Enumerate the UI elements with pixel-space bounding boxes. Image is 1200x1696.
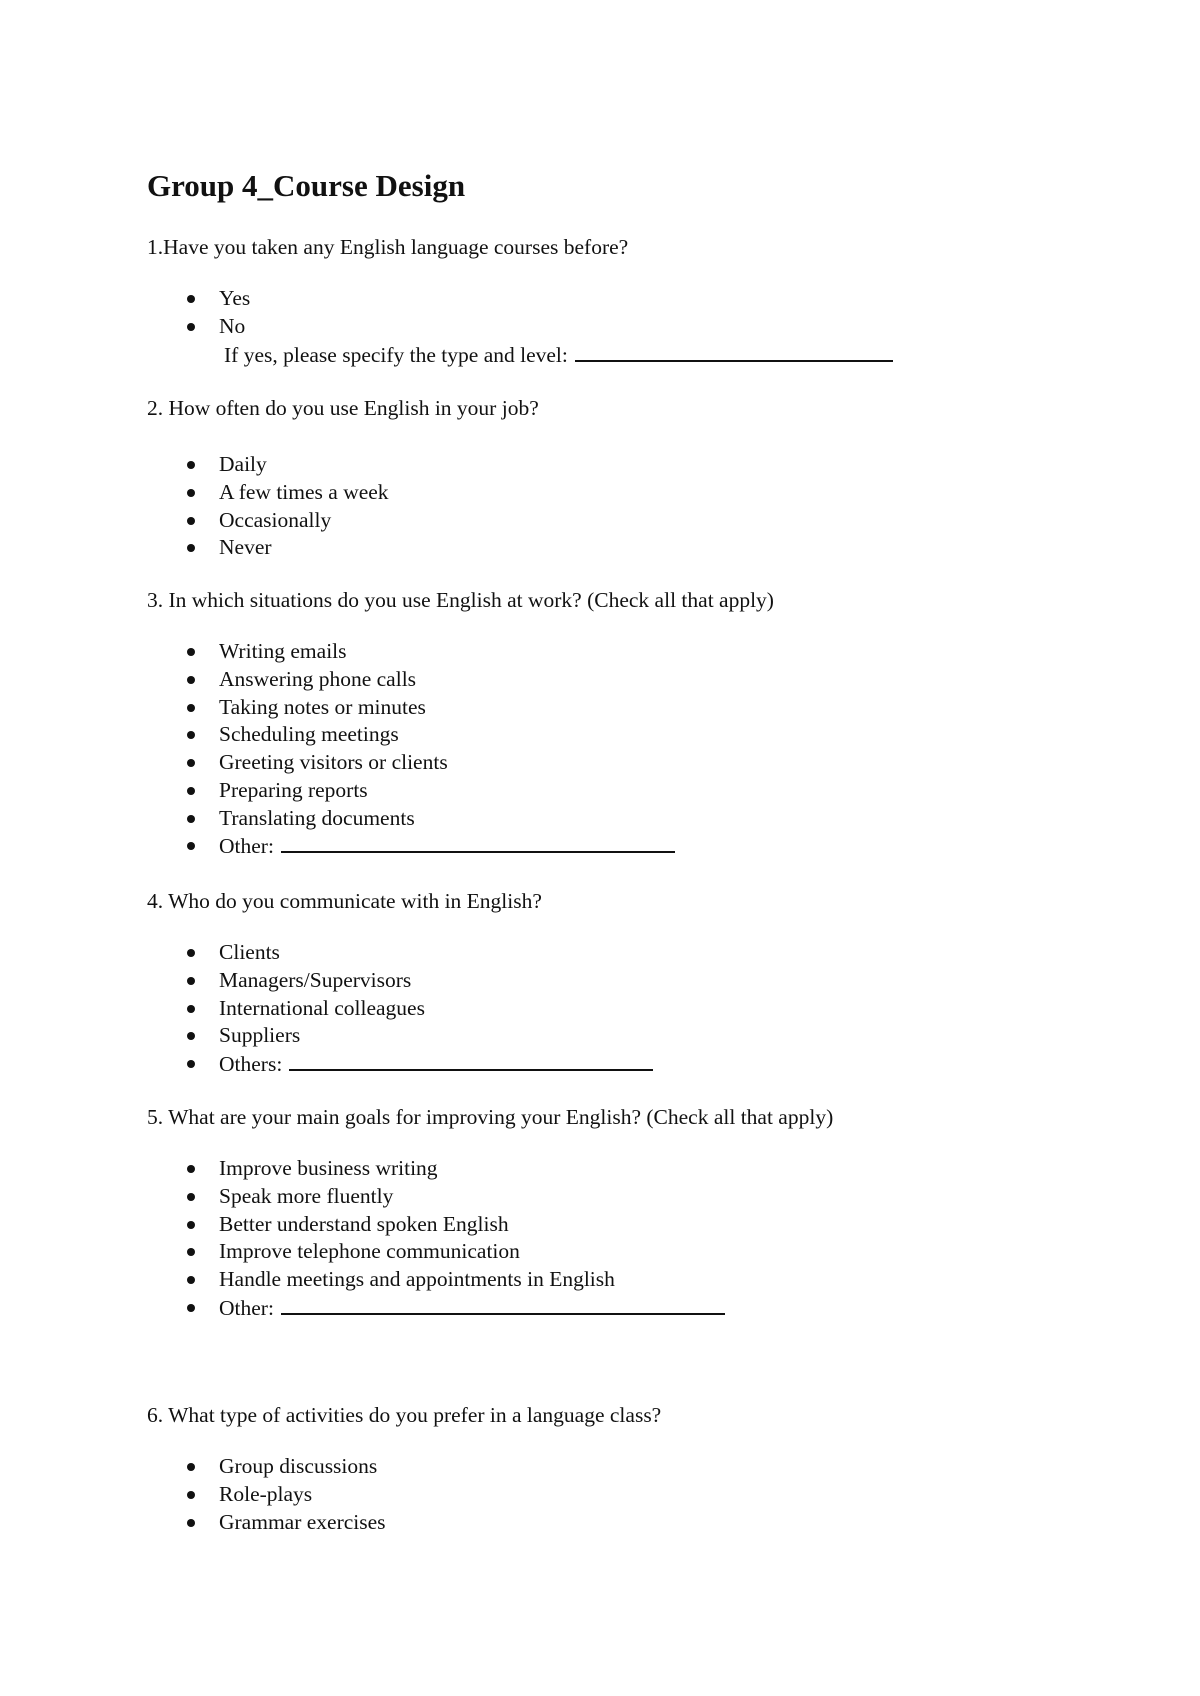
option-label: Managers/Supervisors bbox=[219, 967, 412, 992]
option-item[interactable] bbox=[0, 666, 675, 694]
option-item[interactable] bbox=[0, 694, 675, 722]
option-item[interactable] bbox=[0, 721, 675, 749]
option-label: Other: bbox=[219, 1295, 274, 1320]
question-4: 4. Who do you communicate with in English? bbox=[147, 889, 542, 913]
option-item[interactable] bbox=[0, 1211, 725, 1239]
answer-blank-field[interactable] bbox=[281, 832, 675, 853]
option-label: Greeting visitors or clients bbox=[219, 750, 448, 774]
option-item[interactable] bbox=[0, 939, 653, 967]
bullet-icon bbox=[187, 787, 195, 795]
option-label: Yes bbox=[219, 286, 251, 310]
option-label: Clients bbox=[219, 940, 280, 964]
option-item[interactable] bbox=[0, 507, 389, 535]
question-2-options bbox=[0, 451, 389, 562]
answer-blank-field[interactable] bbox=[289, 1050, 653, 1071]
answer-blank-field[interactable] bbox=[575, 341, 893, 362]
option-item[interactable] bbox=[0, 479, 389, 507]
question-5-options bbox=[0, 1155, 725, 1322]
option-label: Preparing reports bbox=[219, 777, 368, 802]
option-label: Group discussions bbox=[219, 1454, 378, 1478]
bullet-icon bbox=[187, 1519, 195, 1527]
bullet-icon bbox=[187, 815, 195, 823]
bullet-icon bbox=[187, 949, 195, 957]
bullet-icon bbox=[187, 1491, 195, 1499]
option-item[interactable] bbox=[0, 638, 675, 666]
page-title: Group 4_Course Design bbox=[147, 168, 466, 203]
option-item[interactable] bbox=[0, 285, 250, 313]
bullet-icon bbox=[187, 648, 195, 656]
bullet-icon bbox=[187, 544, 195, 552]
question-5: 5. What are your main goals for improving your English? (Check all that apply) bbox=[147, 1105, 834, 1129]
question-4-options bbox=[0, 939, 653, 1078]
bullet-icon bbox=[187, 731, 195, 739]
option-label: Daily bbox=[219, 452, 267, 476]
bullet-icon bbox=[187, 1060, 195, 1068]
option-item[interactable] bbox=[0, 777, 675, 805]
option-label: Answering phone calls bbox=[219, 666, 417, 691]
question-3-options bbox=[0, 638, 675, 860]
option-item[interactable] bbox=[0, 832, 675, 860]
bullet-icon bbox=[187, 1248, 195, 1256]
bullet-icon bbox=[187, 323, 195, 331]
option-item[interactable] bbox=[0, 1050, 653, 1078]
option-label: Speak more fluently bbox=[219, 1183, 394, 1208]
bullet-icon bbox=[187, 704, 195, 712]
question-1: 1.Have you taken any English language courses before? bbox=[147, 235, 629, 259]
option-label: Writing emails bbox=[219, 639, 347, 663]
bullet-icon bbox=[187, 1221, 195, 1229]
question-6-options bbox=[0, 1453, 386, 1536]
option-label: A few times a week bbox=[219, 479, 389, 504]
option-label: Handle meetings and appointments in English bbox=[219, 1267, 615, 1291]
question-2: 2. How often do you use English in your job? bbox=[147, 396, 539, 420]
option-label: Improve business writing bbox=[219, 1156, 438, 1180]
option-label: Grammar exercises bbox=[219, 1509, 386, 1534]
option-label: Suppliers bbox=[219, 1023, 301, 1048]
bullet-icon bbox=[187, 1304, 195, 1312]
option-label: Improve telephone communication bbox=[219, 1239, 520, 1264]
option-item[interactable] bbox=[0, 534, 389, 562]
question-1-options bbox=[0, 285, 250, 341]
bullet-icon bbox=[187, 842, 195, 850]
option-label: Role-plays bbox=[219, 1481, 313, 1506]
option-item[interactable] bbox=[0, 1266, 725, 1294]
bullet-icon bbox=[187, 1463, 195, 1471]
option-item[interactable] bbox=[0, 1453, 386, 1481]
question-1-followup bbox=[0, 341, 893, 369]
option-item[interactable] bbox=[0, 967, 653, 995]
option-label: Scheduling meetings bbox=[219, 722, 399, 747]
option-label: Never bbox=[219, 535, 272, 560]
question-6: 6. What type of activities do you prefer in a language class? bbox=[147, 1403, 662, 1427]
option-item[interactable] bbox=[0, 995, 653, 1023]
question-3: 3. In which situations do you use English at work? (Check all that apply) bbox=[147, 588, 774, 612]
option-item[interactable] bbox=[0, 1022, 653, 1050]
option-item[interactable] bbox=[0, 451, 389, 479]
option-label: Occasionally bbox=[219, 507, 332, 532]
bullet-icon bbox=[187, 1276, 195, 1284]
bullet-icon bbox=[187, 1032, 195, 1040]
option-item[interactable] bbox=[0, 805, 675, 833]
option-label: Better understand spoken English bbox=[219, 1211, 509, 1236]
option-item[interactable] bbox=[0, 1294, 725, 1322]
option-item[interactable] bbox=[0, 1238, 725, 1266]
bullet-icon bbox=[187, 1165, 195, 1173]
bullet-icon bbox=[187, 759, 195, 767]
followup-label: If yes, please specify the type and level: bbox=[224, 343, 568, 367]
option-item[interactable] bbox=[0, 1155, 725, 1183]
option-label: No bbox=[219, 313, 246, 338]
option-item[interactable] bbox=[0, 1481, 386, 1509]
bullet-icon bbox=[187, 461, 195, 469]
option-item[interactable] bbox=[0, 313, 250, 341]
option-item[interactable] bbox=[0, 1183, 725, 1211]
bullet-icon bbox=[187, 977, 195, 985]
option-label: Translating documents bbox=[219, 805, 415, 830]
option-label: International colleagues bbox=[219, 995, 425, 1020]
bullet-icon bbox=[187, 517, 195, 525]
bullet-icon bbox=[187, 489, 195, 497]
bullet-icon bbox=[187, 676, 195, 684]
option-label: Others: bbox=[219, 1052, 283, 1076]
bullet-icon bbox=[187, 1005, 195, 1013]
option-label: Other: bbox=[219, 834, 274, 859]
option-label: Taking notes or minutes bbox=[219, 694, 426, 719]
bullet-icon bbox=[187, 1193, 195, 1201]
option-item[interactable] bbox=[0, 1509, 386, 1537]
answer-blank-field[interactable] bbox=[281, 1294, 725, 1315]
option-item[interactable] bbox=[0, 749, 675, 777]
bullet-icon bbox=[187, 295, 195, 303]
